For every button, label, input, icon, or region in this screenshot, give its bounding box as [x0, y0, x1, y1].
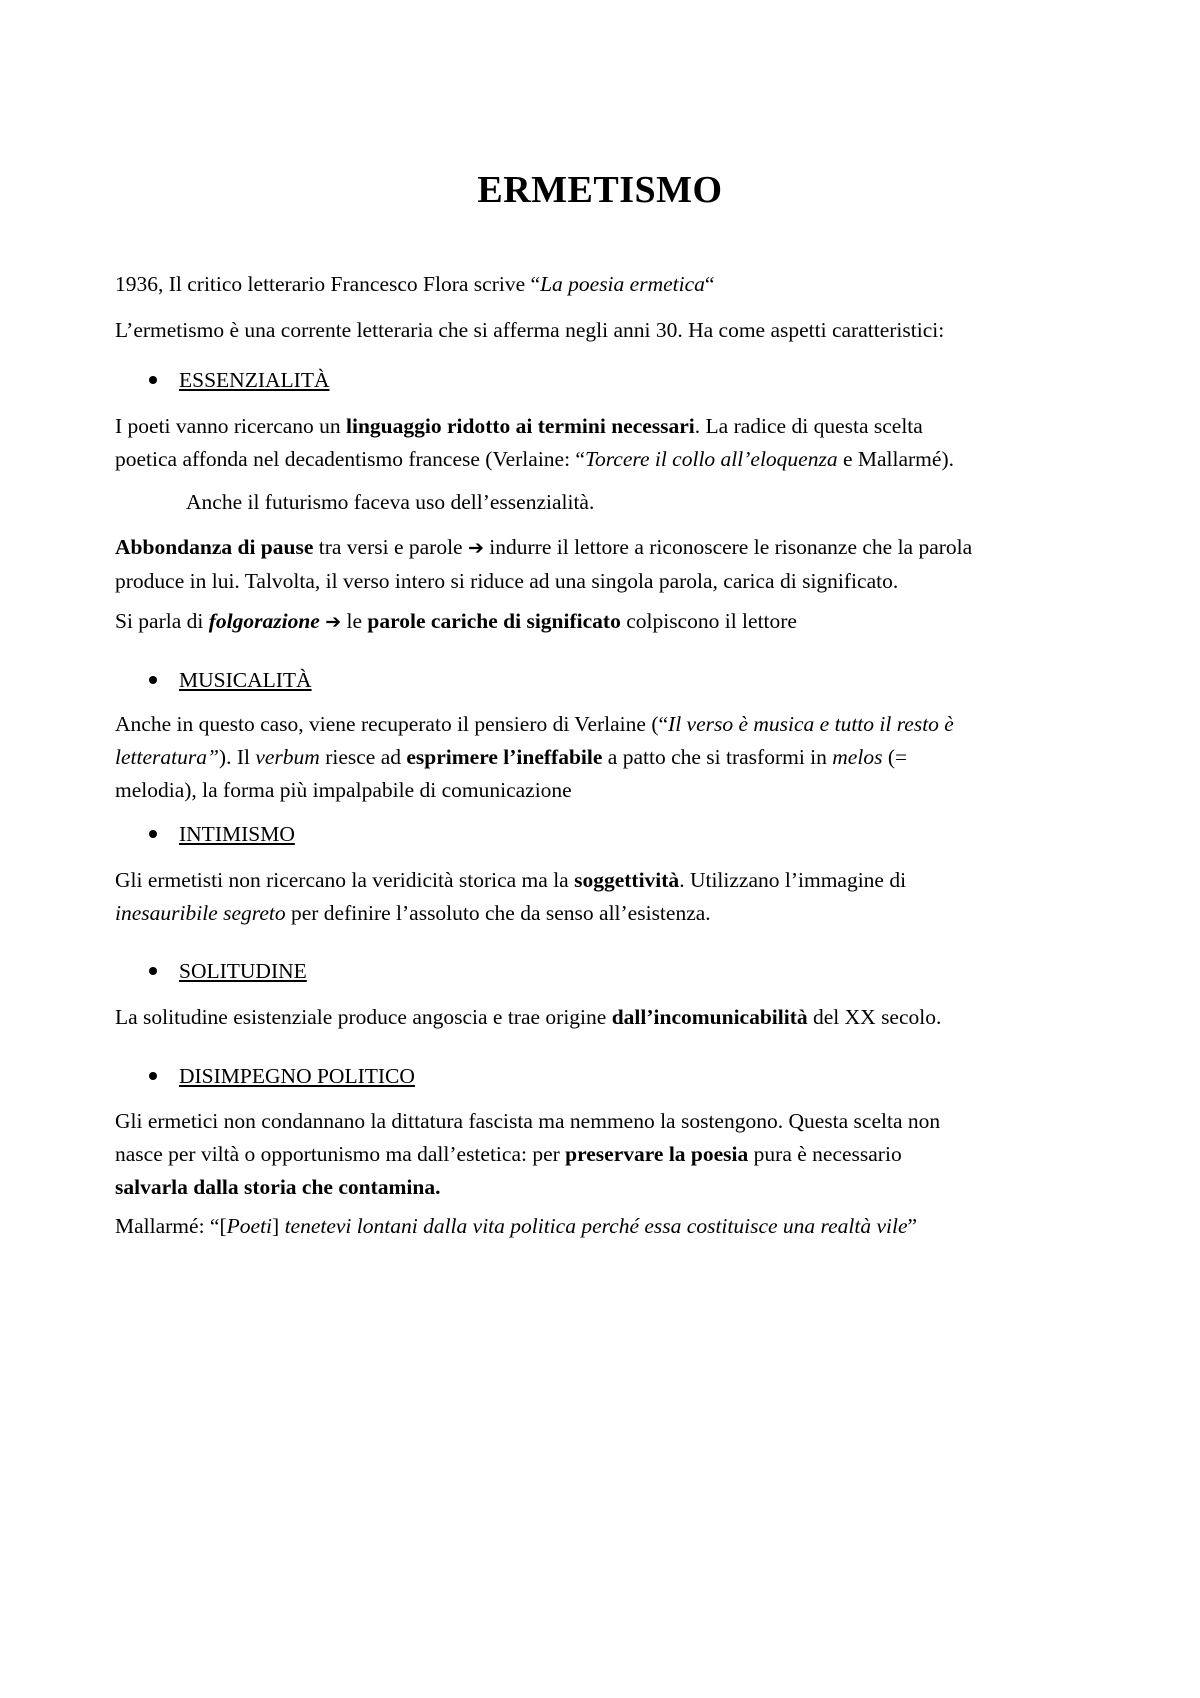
bold-text: soggettività: [574, 868, 680, 892]
text: colpiscono il lettore: [620, 609, 797, 633]
heading-label: DISIMPEGNO POLITICO: [179, 1064, 415, 1088]
bold-text: Abbondanza di pause: [115, 535, 314, 559]
heading-label: MUSICALITÀ: [179, 668, 312, 692]
text: . La radice di questa scelta: [694, 414, 923, 438]
italic-text: verbum: [255, 745, 320, 769]
paragraph-essenzialita-2: Anche il futurismo faceva uso dell’essenzialità.: [186, 490, 595, 514]
text: Si parla di: [115, 609, 209, 633]
heading-label: INTIMISMO: [179, 822, 295, 846]
bullet-icon: [149, 376, 157, 384]
paragraph-essenzialita-1: [115, 410, 1105, 476]
section-heading-essenzialita: [149, 364, 329, 397]
heading-label: ESSENZIALITÀ: [179, 368, 330, 392]
arrow-right-icon: ➔: [325, 611, 342, 633]
text: (=: [882, 745, 908, 769]
page-title: ERMETISMO: [477, 169, 723, 211]
bold-text: dall’incomunicabilità: [611, 1005, 808, 1029]
text: riesce ad: [319, 745, 407, 769]
text: pura è necessario: [748, 1142, 902, 1166]
paragraph-intimismo: [115, 864, 1105, 930]
text: le: [341, 609, 368, 633]
text: nasce per viltà o opportunismo ma dall’estetica: per: [115, 1142, 566, 1166]
italic-text: Il verso è musica e tutto il resto è: [668, 712, 954, 736]
bullet-icon: [149, 830, 157, 838]
bullet-icon: [149, 967, 157, 975]
italic-text: Torcere il collo all’eloquenza: [584, 447, 838, 471]
italic-text: inesauribile segreto: [115, 901, 286, 925]
text: Mallarmé: “[: [115, 1214, 227, 1238]
text: indurre il lettore a riconoscere le risonanze che la parola: [483, 535, 973, 559]
section-heading-musicalita: [149, 664, 312, 697]
text: melodia), la forma più impalpabile di comunicazione: [115, 778, 572, 802]
paragraph-disimpegno: [115, 1105, 1105, 1204]
intro-line-1: [115, 268, 1105, 301]
bold-italic-text: folgorazione: [208, 609, 320, 633]
bold-text: salvarla dalla storia che contamina.: [115, 1175, 441, 1199]
bold-text: esprimere l’ineffabile: [406, 745, 603, 769]
text: Gli ermetici non condannano la dittatura fascista ma nemmeno la sostengono. Questa scelta non: [115, 1109, 941, 1133]
paragraph-mallarme-quote: [115, 1210, 1105, 1243]
bold-text: preservare la poesia: [565, 1142, 749, 1166]
text: La solitudine esistenziale produce angoscia e trae origine: [115, 1005, 612, 1029]
bold-text: linguaggio ridotto ai termini necessari: [346, 414, 695, 438]
text: “: [704, 272, 715, 296]
text: 1936, Il critico letterario Francesco Flora scrive “: [115, 272, 541, 296]
section-heading-intimismo: [149, 818, 295, 851]
text: e Mallarmé).: [837, 447, 954, 471]
text: Gli ermetisti non ricercano la veridicità storica ma la: [115, 868, 575, 892]
paragraph-essenzialita-4: [115, 605, 1105, 639]
text: Anche in questo caso, viene recuperato il pensiero di Verlaine (“: [115, 712, 669, 736]
text: ”: [907, 1214, 918, 1238]
arrow-right-icon: ➔: [467, 537, 484, 559]
paragraph-musicalita: [115, 708, 1105, 807]
bullet-icon: [149, 676, 157, 684]
text: tra versi e parole: [313, 535, 468, 559]
bullet-icon: [149, 1072, 157, 1080]
heading-label: SOLITUDINE: [179, 959, 307, 983]
text: ]: [272, 1214, 285, 1238]
italic-text: Poeti: [226, 1214, 273, 1238]
text: a patto che si trasformi in: [602, 745, 833, 769]
text: produce in lui. Talvolta, il verso intero si riduce ad una singola parola, carica di significato.: [115, 569, 899, 593]
section-heading-disimpegno: [149, 1060, 415, 1093]
italic-text: melos: [832, 745, 883, 769]
paragraph-solitudine: [115, 1001, 1105, 1034]
text: poetica affonda nel decadentismo francese (Verlaine: “: [115, 447, 585, 471]
bold-text: parole cariche di significato: [367, 609, 621, 633]
intro-line-2: L’ermetismo è una corrente letteraria che si afferma negli anni 30. Ha come aspetti caratteristici:: [115, 318, 945, 342]
italic-text: tenetevi lontani dalla vita politica perché essa costituisce una realtà vile: [284, 1214, 908, 1238]
text: . Utilizzano l’immagine di: [679, 868, 907, 892]
text: I poeti vanno ricercano un: [115, 414, 347, 438]
text: ). Il: [218, 745, 256, 769]
book-title: La poesia ermetica: [540, 272, 705, 296]
italic-text: letteratura”: [115, 745, 219, 769]
section-heading-solitudine: [149, 955, 307, 988]
text: per definire l’assoluto che da senso all’esistenza.: [285, 901, 711, 925]
paragraph-essenzialita-3: [115, 531, 1105, 598]
text: del XX secolo.: [807, 1005, 942, 1029]
